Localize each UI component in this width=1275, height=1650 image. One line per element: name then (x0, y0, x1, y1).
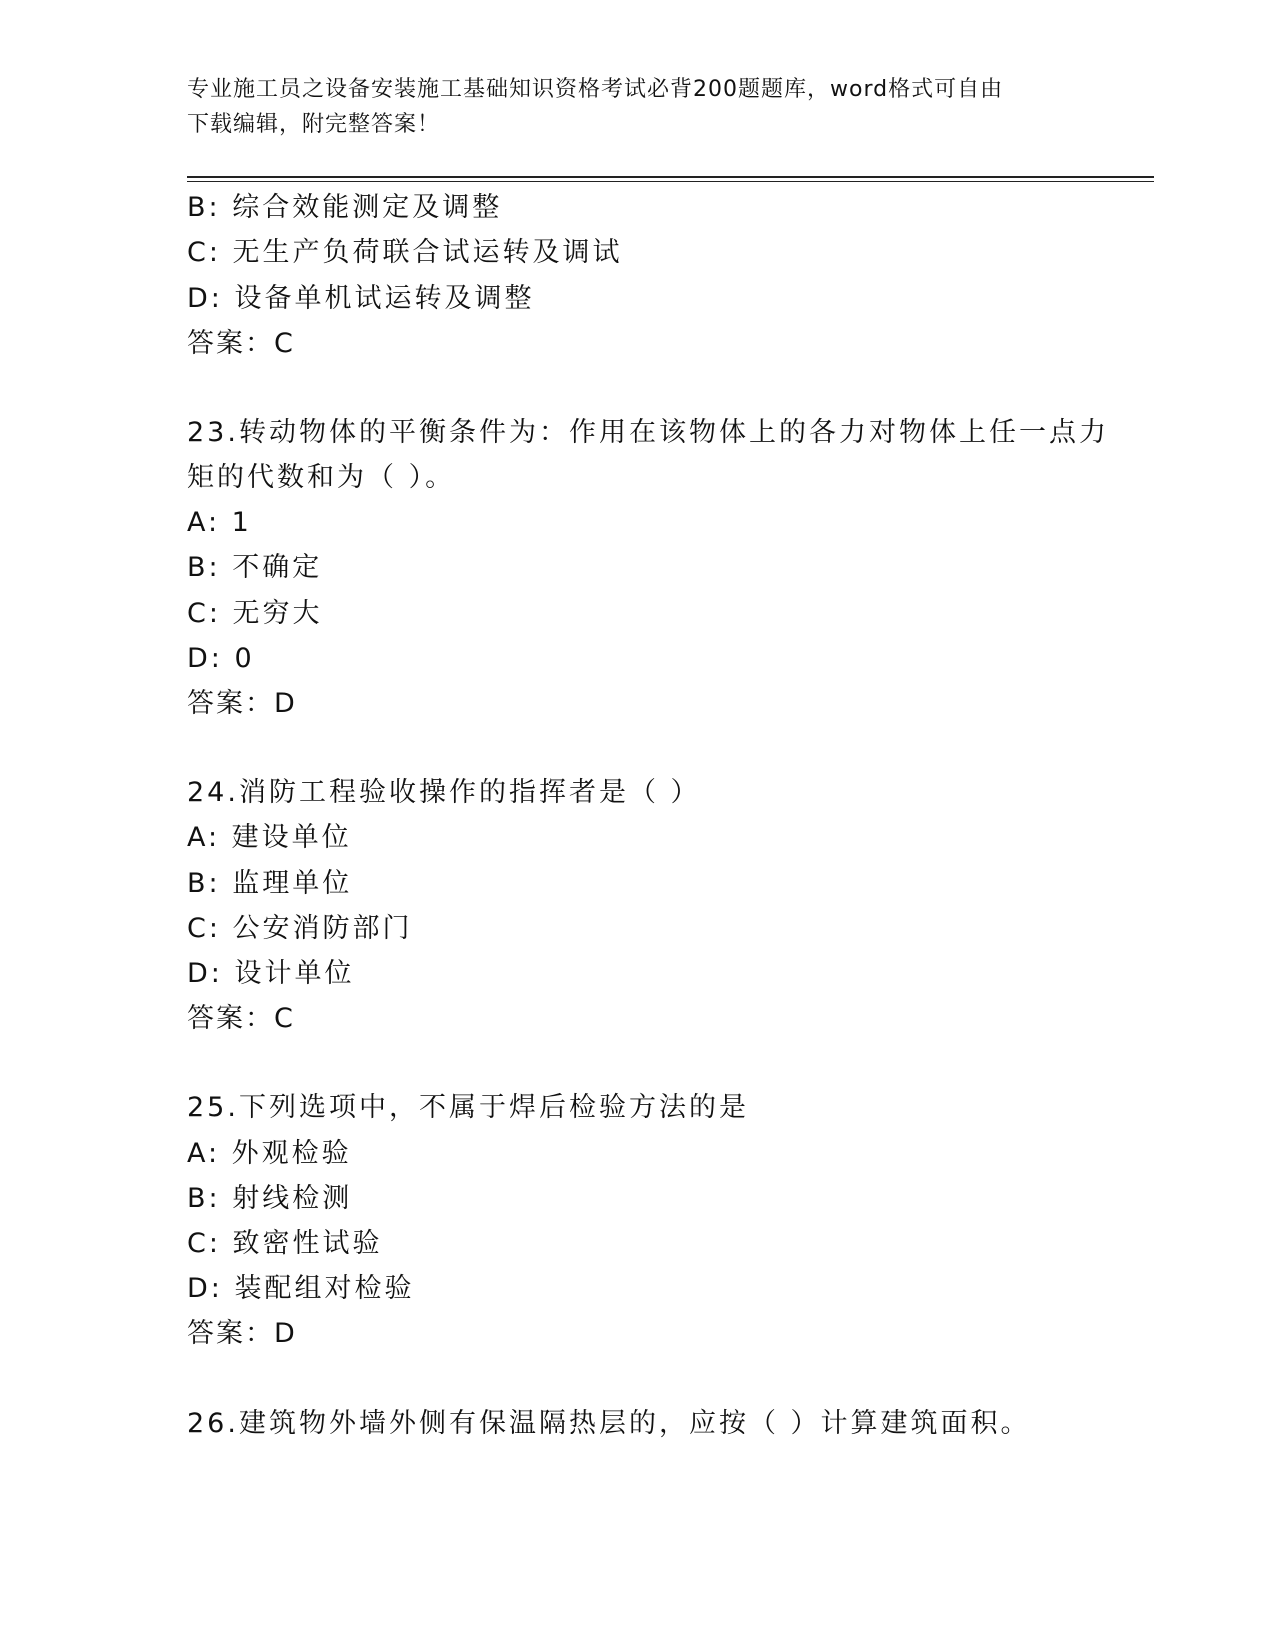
q22-answer: 答案：C (187, 328, 295, 359)
q23-option-c: C: 无穷大 (187, 598, 323, 629)
q23-option-d: D: 0 (187, 643, 255, 674)
q25-answer: 答案：D (187, 1318, 297, 1349)
header-divider-thin (187, 181, 1154, 182)
q23-option-b: B: 不确定 (187, 552, 323, 583)
q26-question: 26.建筑物外墙外侧有保温隔热层的，应按（ ）计算建筑面积。 (187, 1408, 1031, 1439)
q25-question: 25.下列选项中，不属于焊后检验方法的是 (187, 1092, 749, 1123)
q25-option-d: D: 装配组对检验 (187, 1273, 415, 1304)
document-header (187, 72, 1067, 142)
q22-option-d: D: 设备单机试运转及调整 (187, 283, 535, 314)
q24-option-b: B: 监理单位 (187, 868, 353, 899)
q22-option-b: B: 综合效能测定及调整 (187, 192, 503, 223)
q24-option-a: A: 建设单位 (187, 822, 352, 853)
q23-option-a: A: 1 (187, 507, 252, 538)
q23-question-line-1: 23.转动物体的平衡条件为：作用在该物体上的各力对物体上任一点力 (187, 417, 1109, 448)
q24-option-d: D: 设计单位 (187, 958, 355, 989)
header-line-2: 下载编辑，附完整答案！ (187, 112, 441, 137)
q25-option-a: A: 外观检验 (187, 1138, 352, 1169)
q22-option-c: C: 无生产负荷联合试运转及调试 (187, 237, 623, 268)
q25-option-c: C: 致密性试验 (187, 1228, 383, 1259)
q23-answer: 答案：D (187, 688, 297, 719)
q23-question-line-2: 矩的代数和为（ ）。 (187, 462, 456, 493)
q24-question: 24.消防工程验收操作的指挥者是（ ） (187, 777, 701, 808)
q24-answer: 答案：C (187, 1003, 295, 1034)
header-line-1: 专业施工员之设备安装施工基础知识资格考试必背200题题库，word格式可自由 (187, 77, 1004, 102)
header-divider-thick (187, 176, 1154, 178)
q24-option-c: C: 公安消防部门 (187, 913, 413, 944)
q25-option-b: B: 射线检测 (187, 1183, 353, 1214)
